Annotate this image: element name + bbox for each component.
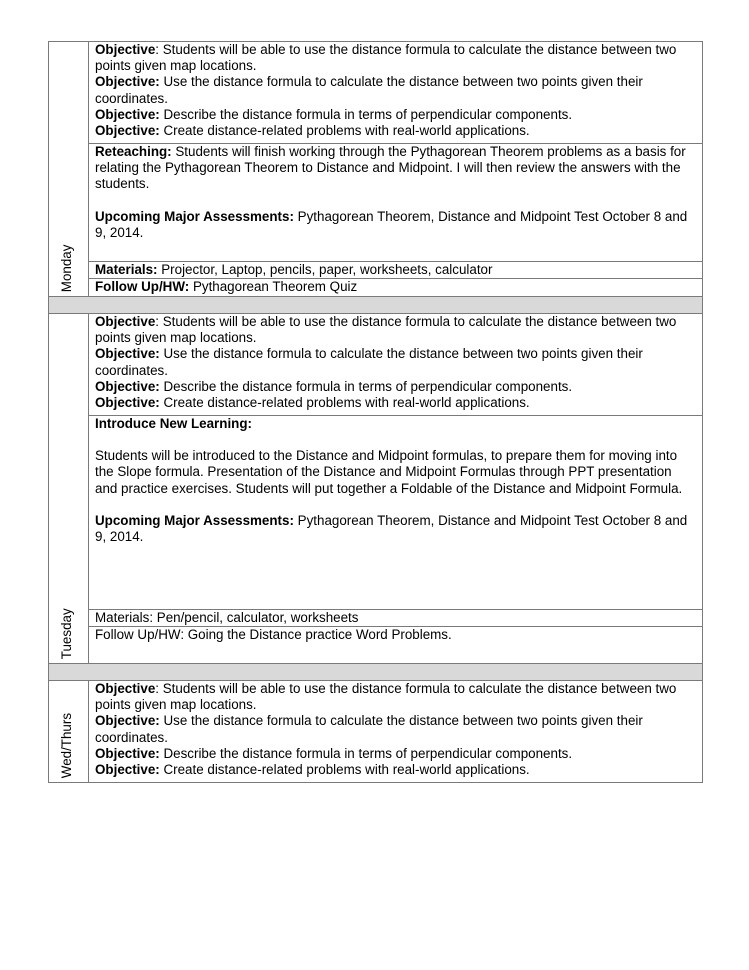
wedthurs-section [49,681,702,783]
objective-line: Objective: Create distance-related problems with real-world applications. [95,762,530,778]
day-label-text: Wed/Thurs [58,712,74,778]
objective-line: Objective: Students will be able to use the distance formula to calculate the distance between two points given map locations. [95,42,677,74]
objectives-cell [89,681,702,782]
objective-line: Objective: Describe the distance formula in terms of perpendicular components. [95,378,573,394]
section-divider [49,297,702,314]
day-label-monday [49,42,89,296]
section-divider [49,664,702,681]
followup-cell: Follow Up/HW: Pythagorean Theorem Quiz [95,279,358,295]
upcoming-assessments: Upcoming Major Assessments: Pythagorean Theorem, Distance and Midpoint Test October 8 and 9, 2014. [95,512,688,545]
objective-line: Objective: Create distance-related problems with real-world applications. [95,123,530,139]
day-label-text: Tuesday [58,608,74,659]
objectives-cell [89,314,702,416]
followup-cell: Follow Up/HW: Going the Distance practice Word Problems. [95,627,452,643]
tuesday-section [49,314,702,664]
materials-cell: Materials: Pen/pencil, calculator, worksheets [89,610,702,627]
reteaching-cell [89,144,702,262]
objective-line: Objective: Use the distance formula to calculate the distance between two points given their coordinates. [95,74,643,106]
new-learning-heading: Introduce New Learning: [95,416,252,431]
objective-line: Objective: Students will be able to use the distance formula to calculate the distance between two points given map locations. [95,681,677,713]
day-label-wedthurs [49,681,89,782]
new-learning-cell [89,416,702,610]
objectives-cell [89,42,702,144]
day-label-tuesday [49,314,89,663]
objective-line: Objective: Describe the distance formula in terms of perpendicular components. [95,106,573,122]
materials-cell: Materials: Projector, Laptop, pencils, paper, worksheets, calculator [89,262,702,279]
objective-line: Objective: Describe the distance formula in terms of perpendicular components. [95,745,573,761]
new-learning-text: Students will be introduced to the Distance and Midpoint formulas, to prepare them for moving into the Slope formula. Presentation of the Distance and Midpoint Formulas through PPT presentation and practice exercises. Students will put together a Foldable of the Distance and Midpoint Formula. [95,448,683,496]
objective-line: Objective: Use the distance formula to calculate the distance between two points given their coordinates. [95,713,643,745]
objective-line: Objective: Use the distance formula to calculate the distance between two points given their coordinates. [95,346,643,378]
day-label-text: Monday [58,244,74,292]
objective-line: Objective: Students will be able to use the distance formula to calculate the distance between two points given map locations. [95,314,677,346]
reteaching-text: Reteaching: Students will finish working through the Pythagorean Theorem problems as a basis for relating the Pythagorean Theorem to Distance and Midpoint. I will then review the answers with the students. [95,144,686,192]
lesson-plan-table [48,41,703,783]
upcoming-assessments: Upcoming Major Assessments: Pythagorean Theorem, Distance and Midpoint Test October 8 and 9, 2014. [95,208,688,240]
monday-section [49,42,702,297]
objective-line: Objective: Create distance-related problems with real-world applications. [95,395,530,411]
